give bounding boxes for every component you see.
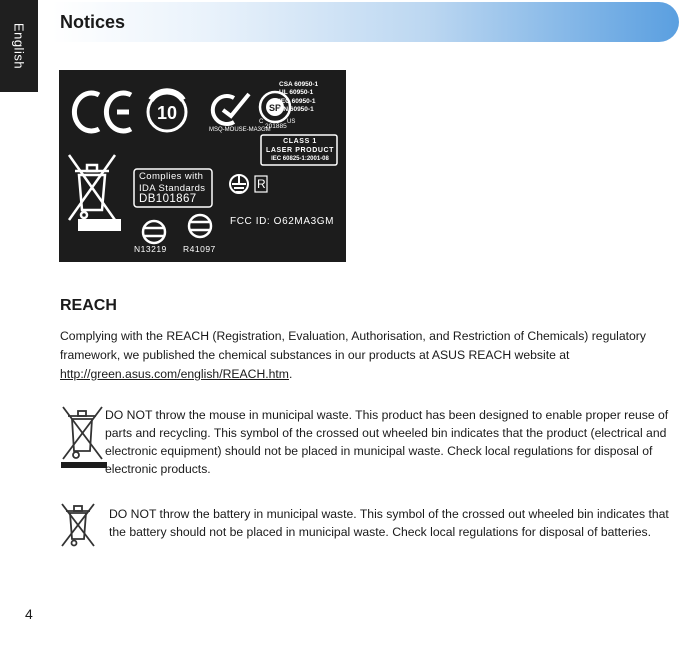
- battery-disposal-notice: DO NOT throw the battery in municipal waste. This symbol of the crossed out wheeled bin indicates that the battery should not be placed in municipal waste. Check local regulations for disposal of batteries.: [109, 507, 669, 539]
- anatel-n-number: N13219: [134, 244, 167, 254]
- reach-heading: REACH: [60, 297, 117, 314]
- svg-text:SP: SP: [268, 103, 282, 113]
- anatel-n-icon: [143, 221, 165, 243]
- csa-standards-list: CSA 60950-1 UL 60950-1 IEC 60950-1 EN 60950-1: [279, 81, 319, 114]
- mark-10: 10: [156, 103, 178, 123]
- csa-c-label: C: [259, 119, 264, 125]
- page-title: Notices: [60, 12, 126, 32]
- laser-class-text: CLASS 1 LASER PRODUCT IEC 60825-1:2001-08: [265, 138, 335, 162]
- environmental-10-icon: [148, 91, 186, 131]
- ground-symbol-icon: [230, 175, 248, 193]
- notices-banner: [52, 2, 679, 42]
- weee-bar: [78, 219, 121, 231]
- reach-paragraph: Complying with the REACH (Registration, Evaluation, Authorisation, and Restriction of Chemicals) regulatory framework, we published the chemical substances in our products at ASUS REACH website at http://green.asus.com/english/REACH.htm.: [60, 329, 646, 381]
- model-code: MSQ-MOUSE-MA3GM: [209, 127, 271, 133]
- ida-compliance-text: Complies with IDA Standards DB101867: [139, 171, 206, 205]
- crossed-out-wheeled-bin-icon: [69, 155, 115, 220]
- anatel-r-number: R41097: [183, 244, 216, 254]
- page-number: 4: [25, 606, 33, 622]
- reach-link[interactable]: http://green.asus.com/english/REACH.htm: [60, 367, 289, 381]
- csa-us-label: US: [287, 119, 296, 125]
- anatel-r-icon: [189, 215, 211, 237]
- c-tick-icon: [213, 94, 249, 124]
- crossed-out-battery-bin-icon: [58, 503, 98, 548]
- crossed-out-wheeled-bin-icon: [58, 405, 108, 470]
- language-side-tab: [0, 0, 38, 92]
- r-mark: R: [257, 177, 266, 191]
- csa-cert-number: 201885: [265, 123, 287, 130]
- language-label: English: [11, 22, 27, 70]
- product-label-plate: [59, 70, 346, 262]
- mouse-disposal-notice: DO NOT throw the mouse in municipal waste. This product has been designed to enable proper reuse of parts and recycling. This symbol of the crossed out wheeled bin indicates that the product (electrical and electronic equipment) should not be placed in municipal waste. Check local regulations for disposal of electronic products.: [105, 408, 669, 476]
- fcc-id: FCC ID: O62MA3GM: [230, 216, 335, 227]
- ce-mark-icon: [74, 93, 131, 131]
